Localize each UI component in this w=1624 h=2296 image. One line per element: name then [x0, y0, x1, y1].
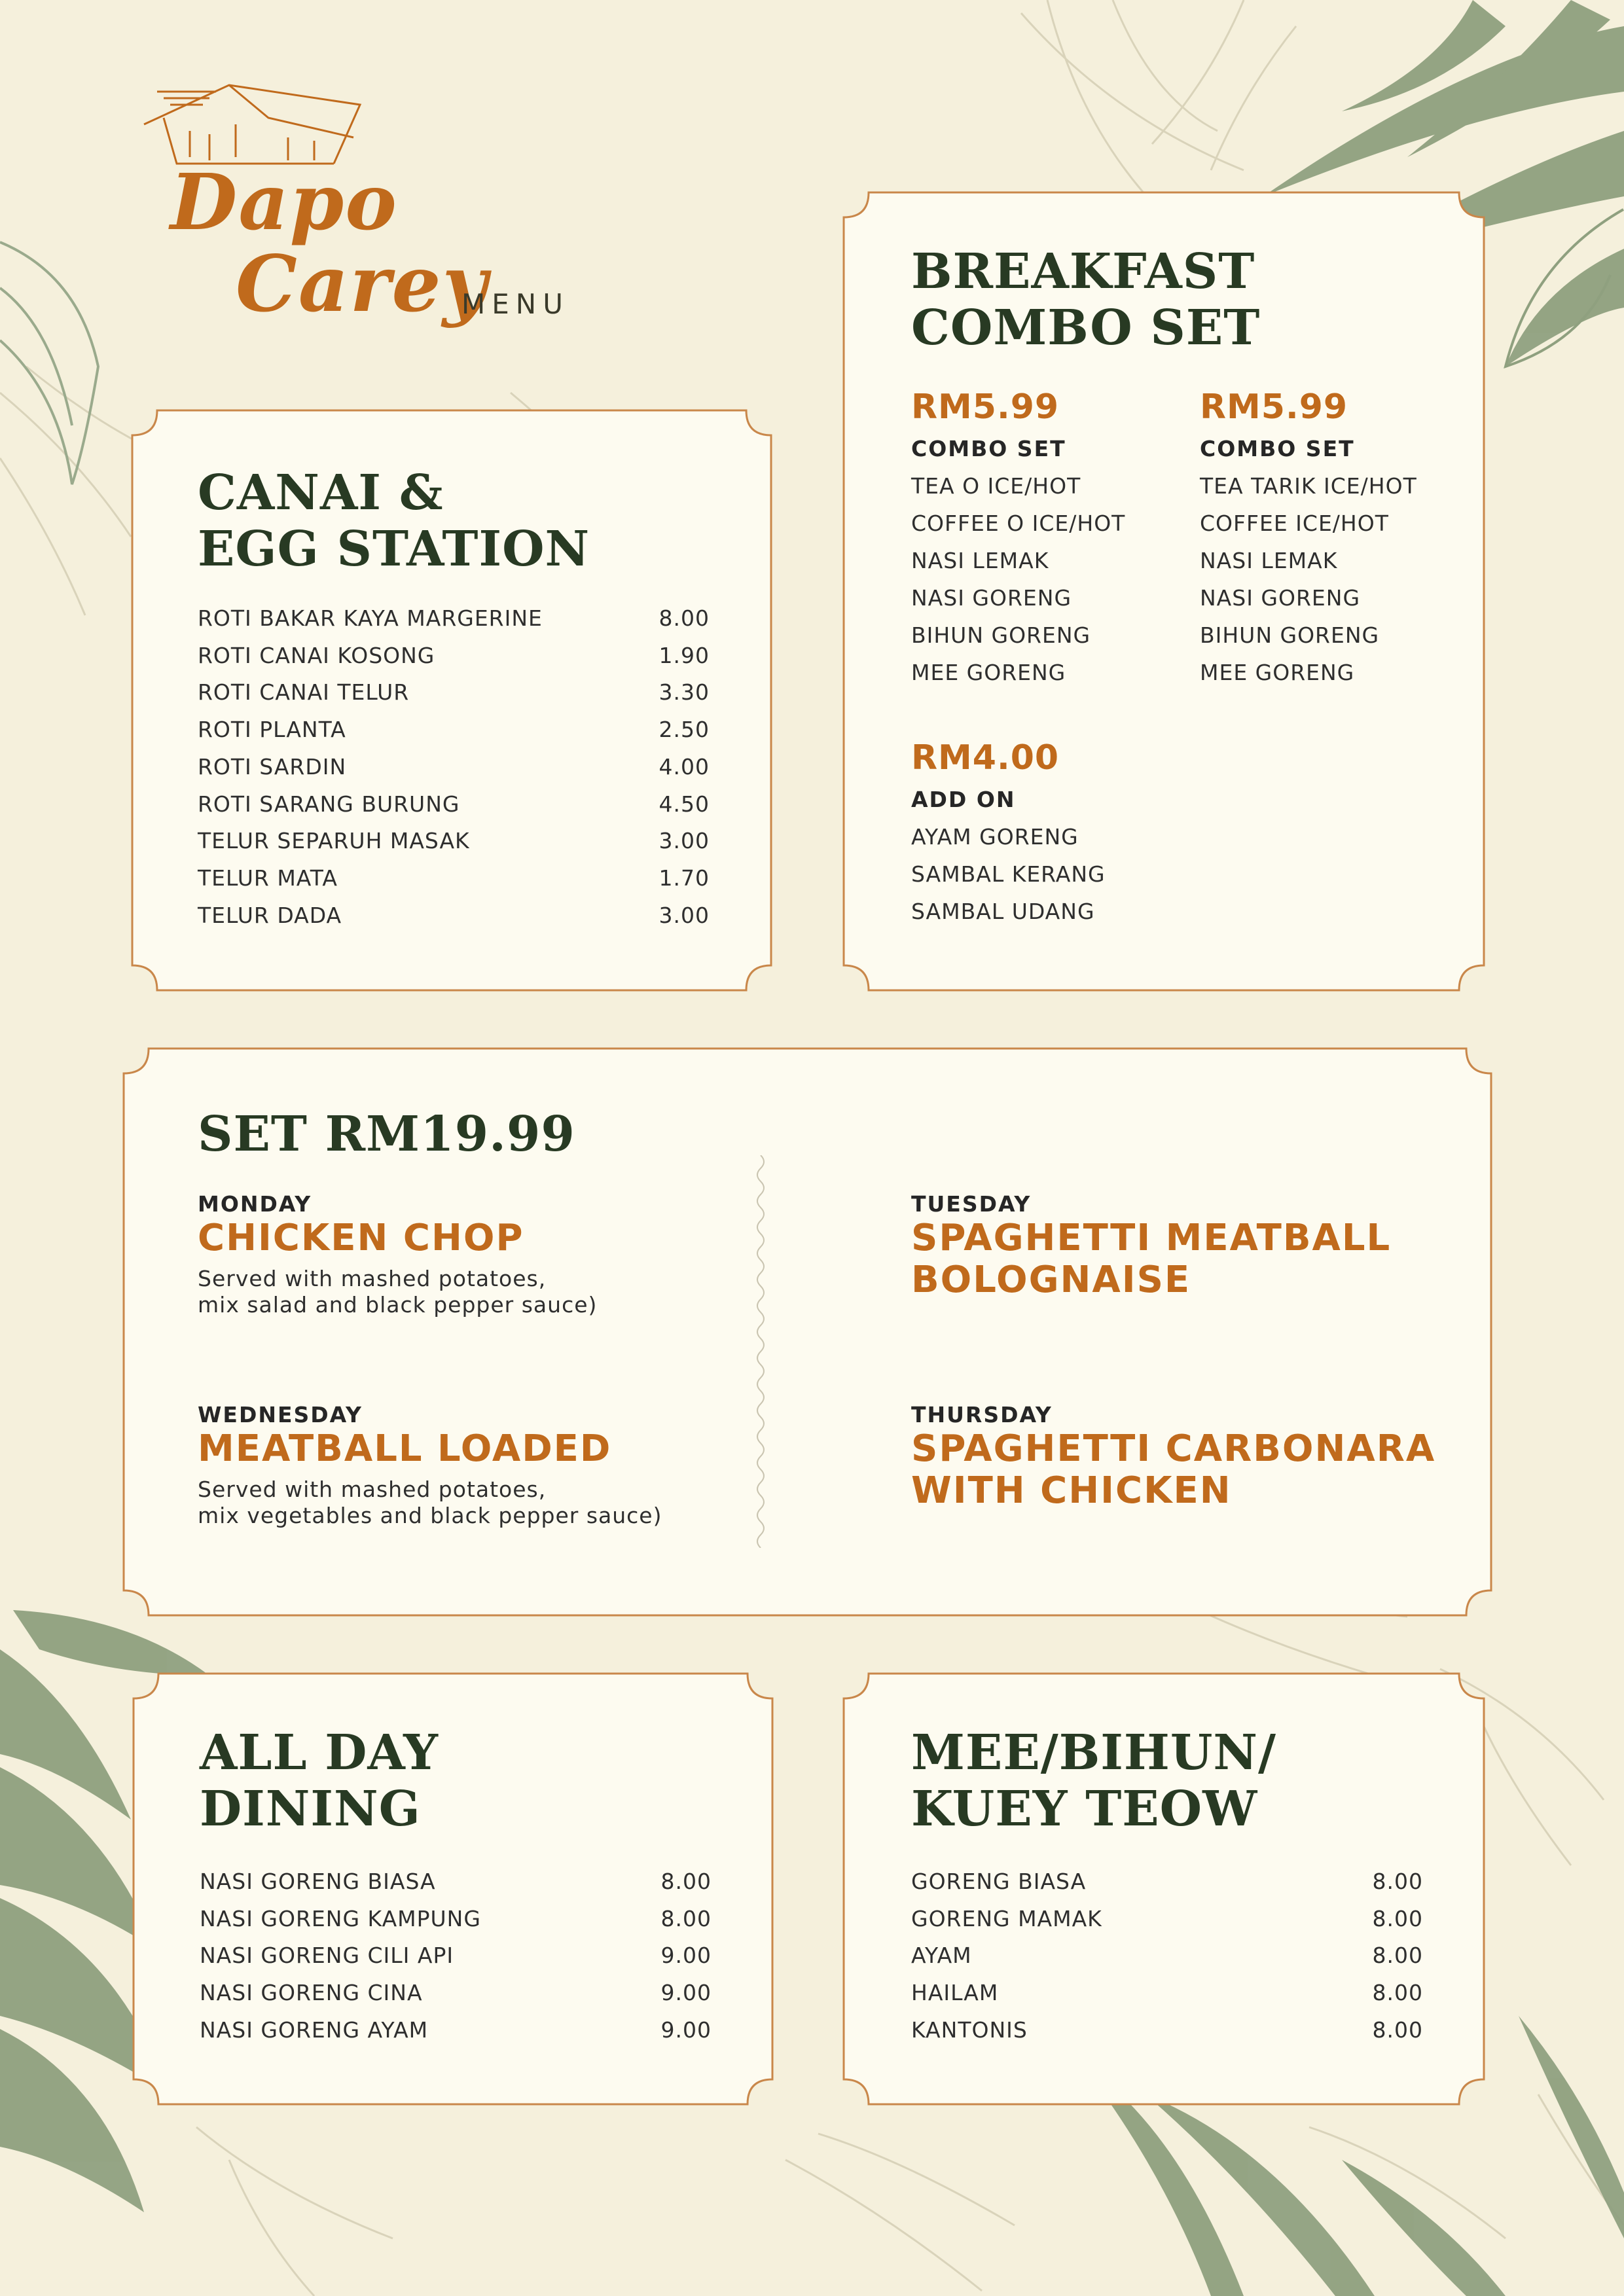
combo-item: MEE GORENG: [1200, 660, 1355, 685]
combo-item: NASI GORENG: [911, 585, 1072, 611]
combo-item: BIHUN GORENG: [911, 622, 1091, 648]
menu-item-row: [911, 1980, 1423, 2006]
menu-item-row: [911, 1906, 1423, 1932]
wednesday-desc-line1: Served with mashed potatoes,: [198, 1477, 547, 1502]
brand-name-line2: Carey: [236, 238, 489, 329]
menu-item-price: 8.00: [660, 1869, 712, 1894]
breakfast-title: [911, 243, 1260, 356]
allday-title-line2: DINING: [200, 1781, 421, 1837]
mee-title-line1: MEE/BIHUN/: [911, 1725, 1277, 1781]
menu-item-name: ROTI SARANG BURUNG: [198, 791, 460, 817]
monday-label: MONDAY: [198, 1191, 312, 1217]
menu-item-row: [198, 903, 710, 929]
menu-item-row: [198, 717, 710, 743]
menu-item-price: 1.90: [659, 642, 710, 668]
menu-item-name: TELUR DADA: [198, 902, 342, 928]
wavy-divider: [751, 1155, 770, 1548]
menu-item-row: [911, 1943, 1423, 1969]
combo-item: NASI GORENG: [1200, 585, 1361, 611]
tuesday-dish-line1: SPAGHETTI MEATBALL: [911, 1217, 1392, 1259]
addon-label: ADD ON: [911, 787, 1016, 812]
menu-item-name: NASI GORENG CINA: [200, 1980, 423, 2006]
menu-item-price: 9.00: [660, 1943, 712, 1969]
mee-title-line2: KUEY TEOW: [911, 1781, 1258, 1837]
brand-tagline: MENU: [461, 288, 569, 320]
menu-item-price: 8.00: [660, 1905, 712, 1931]
menu-item-price: 3.00: [659, 828, 710, 854]
combo-a-price: RM5.99: [911, 387, 1060, 427]
mee-title: [911, 1725, 1276, 1837]
set-card: [122, 1047, 1492, 1617]
menu-item-name: ROTI CANAI KOSONG: [198, 642, 435, 668]
menu-item-price: 8.00: [1372, 1980, 1423, 2006]
brand-logo: [137, 79, 596, 340]
combo-item: COFFEE ICE/HOT: [1200, 511, 1389, 536]
canai-title-line2: EGG STATION: [198, 521, 590, 577]
set-title: SET RM19.99: [198, 1106, 575, 1162]
combo-item: TEA TARIK ICE/HOT: [1200, 473, 1417, 499]
set-monday: [198, 1191, 597, 1318]
menu-item-price: 3.00: [659, 902, 710, 928]
menu-item-row: [198, 754, 710, 780]
menu-item-name: ROTI SARDIN: [198, 753, 347, 780]
set-wednesday: [198, 1402, 662, 1529]
combo-item: SAMBAL KERANG: [911, 861, 1106, 887]
canai-title: [198, 465, 590, 577]
menu-item-name: TELUR MATA: [198, 865, 338, 891]
combo-item: NASI LEMAK: [1200, 548, 1338, 573]
thursday-dish-line1: SPAGHETTI CARBONARA: [911, 1427, 1436, 1470]
combo-a-label: COMBO SET: [911, 436, 1066, 461]
menu-item-price: 8.00: [1372, 2017, 1423, 2043]
set-tuesday: [911, 1191, 1391, 1301]
menu-item-name: HAILAM: [911, 1980, 999, 2006]
combo-item: NASI LEMAK: [911, 548, 1049, 573]
breakfast-title-line1: BREAKFAST: [911, 243, 1255, 300]
menu-item-name: ROTI BAKAR KAYA MARGERINE: [198, 605, 543, 631]
menu-item-row: [198, 791, 710, 817]
canai-card: [131, 409, 772, 992]
menu-item-price: 8.00: [1372, 1869, 1423, 1894]
combo-b-items: [1200, 467, 1417, 691]
menu-item-price: 4.00: [659, 753, 710, 780]
addon-price: RM4.00: [911, 738, 1060, 778]
combo-item: SAMBAL UDANG: [911, 899, 1095, 924]
menu-item-price: 3.30: [659, 679, 710, 706]
menu-item-name: NASI GORENG AYAM: [200, 2017, 429, 2043]
menu-item-name: GORENG MAMAK: [911, 1905, 1102, 1931]
tuesday-dish-line2: BOLOGNAISE: [911, 1259, 1191, 1301]
combo-a-items: [911, 467, 1125, 691]
menu-item-row: [198, 605, 710, 632]
combo-a: [911, 387, 1125, 691]
menu-item-row: [200, 2017, 712, 2043]
menu-item-price: 8.00: [1372, 1943, 1423, 1969]
combo-item: AYAM GORENG: [911, 824, 1079, 850]
mee-card: [842, 1672, 1485, 2106]
menu-item-row: [911, 2017, 1423, 2043]
monday-desc-line1: Served with mashed potatoes,: [198, 1266, 547, 1291]
menu-item-name: GORENG BIASA: [911, 1869, 1087, 1894]
thursday-dish-line2: WITH CHICKEN: [911, 1469, 1232, 1512]
menu-item-name: ROTI PLANTA: [198, 717, 346, 743]
wednesday-desc-line2: mix vegetables and black pepper sauce): [198, 1503, 662, 1528]
menu-item-row: [200, 1869, 712, 1895]
brand-name-line1: Dapo: [170, 156, 398, 247]
combo-b-price: RM5.99: [1200, 387, 1348, 427]
allday-card: [132, 1672, 774, 2106]
menu-item-price: 9.00: [660, 2017, 712, 2043]
thursday-label: THURSDAY: [911, 1402, 1053, 1427]
menu-item-row: [200, 1943, 712, 1969]
menu-item-name: AYAM: [911, 1943, 972, 1969]
menu-item-price: 4.50: [659, 791, 710, 817]
combo-item: COFFEE O ICE/HOT: [911, 511, 1126, 536]
monday-desc-line2: mix salad and black pepper sauce): [198, 1292, 598, 1318]
combo-b-label: COMBO SET: [1200, 436, 1355, 461]
menu-item-price: 2.50: [659, 717, 710, 743]
menu-item-row: [198, 643, 710, 669]
combo-item: BIHUN GORENG: [1200, 622, 1380, 648]
menu-item-name: NASI GORENG BIASA: [200, 1869, 436, 1894]
menu-item-price: 8.00: [1372, 1905, 1423, 1931]
combo-item: MEE GORENG: [911, 660, 1066, 685]
wednesday-dish: MEATBALL LOADED: [198, 1427, 612, 1470]
menu-item-price: 9.00: [660, 1980, 712, 2006]
addon-items: [911, 818, 1106, 930]
wednesday-label: WEDNESDAY: [198, 1402, 363, 1427]
menu-item-name: TELUR SEPARUH MASAK: [198, 828, 470, 854]
allday-title-line1: ALL DAY: [200, 1725, 439, 1781]
menu-item-row: [911, 1869, 1423, 1895]
menu-item-row: [198, 865, 710, 891]
tuesday-label: TUESDAY: [911, 1191, 1032, 1217]
menu-item-row: [198, 679, 710, 706]
monday-desc: [198, 1266, 597, 1318]
menu-item-row: [200, 1980, 712, 2006]
menu-item-row: [200, 1906, 712, 1932]
combo-item: TEA O ICE/HOT: [911, 473, 1081, 499]
menu-item-name: KANTONIS: [911, 2017, 1028, 2043]
breakfast-card: [842, 191, 1485, 992]
menu-item-name: NASI GORENG KAMPUNG: [200, 1905, 481, 1931]
menu-item-row: [198, 828, 710, 854]
menu-item-price: 1.70: [659, 865, 710, 891]
menu-item-name: NASI GORENG CILI API: [200, 1943, 454, 1969]
breakfast-title-line2: COMBO SET: [911, 300, 1261, 356]
set-thursday: [911, 1402, 1435, 1512]
combo-b: [1200, 387, 1417, 691]
menu-item-price: 8.00: [659, 605, 710, 631]
allday-title: [200, 1725, 439, 1837]
canai-title-line1: CANAI &: [198, 465, 444, 521]
wednesday-desc: [198, 1477, 662, 1529]
addon: [911, 738, 1106, 930]
menu-item-name: ROTI CANAI TELUR: [198, 679, 410, 706]
monday-dish: CHICKEN CHOP: [198, 1217, 524, 1259]
